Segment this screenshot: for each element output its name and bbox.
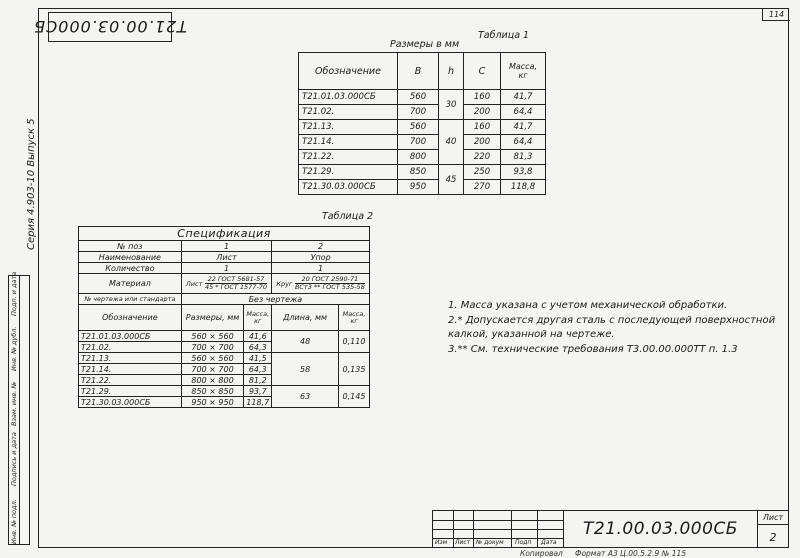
row-code: Т21.22.	[299, 150, 398, 165]
group-mass: 0,110	[339, 331, 370, 353]
table-row	[79, 263, 370, 274]
table-header-row	[299, 53, 546, 90]
table-row	[79, 386, 370, 397]
grid-line	[473, 511, 474, 547]
tb-header: Изм	[435, 539, 448, 546]
specification-table	[78, 226, 370, 408]
row-code: Т21.30.03.000СБ	[299, 180, 398, 195]
row-mass: 118,7	[244, 397, 272, 408]
pos-1: 1	[181, 241, 271, 252]
grid-line	[511, 511, 512, 547]
note-item: 2.* Допускается другая сталь с последующей поверхностной калкой, указанной на чертеже.	[448, 314, 776, 340]
row-mass: 41,6	[244, 331, 272, 342]
strip-label: Подпись и дата	[10, 432, 18, 486]
drawing-label: № чертежа или стандарта	[79, 294, 182, 305]
row-c: 160	[464, 120, 501, 135]
title-block	[432, 510, 789, 548]
material-2-top: 20 ГОСТ 2590-71	[295, 276, 365, 284]
row-size: 700 × 700	[181, 342, 244, 353]
column-header: В	[398, 53, 439, 90]
table1-caption: Таблица 1	[478, 30, 530, 41]
row-code: Т21.13.	[79, 353, 182, 364]
row-code: Т21.01.03.000СБ	[299, 90, 398, 105]
column-header: h	[439, 53, 464, 90]
revision-grid	[433, 511, 563, 547]
name-1: Лист	[181, 252, 271, 263]
row-h: 40	[439, 120, 464, 165]
row-code: Т21.02.	[79, 342, 182, 353]
qty-2: 1	[272, 263, 370, 274]
table-row	[299, 90, 546, 105]
material-1-prefix: Лист	[185, 280, 203, 288]
row-c: 270	[464, 180, 501, 195]
row-b: 700	[398, 135, 439, 150]
series-label: Серия 4.903-10 Выпуск 5	[26, 118, 37, 250]
table-row	[299, 120, 546, 135]
strip-label: Подп. и дата	[10, 271, 18, 316]
row-code: Т21.13.	[299, 120, 398, 135]
sheet-number: 2	[769, 531, 777, 544]
dimensions-table	[298, 52, 546, 195]
material-2-bottom: ВСт3 ** ГОСТ 535-58	[294, 283, 365, 291]
material-2-prefix: Круг	[276, 280, 293, 288]
pos-label: № поз	[79, 241, 182, 252]
row-size: 560 × 560	[181, 331, 244, 342]
row-mass: 118,8	[501, 180, 546, 195]
grid-line	[453, 511, 454, 547]
row-mass: 41,7	[501, 120, 546, 135]
row-c: 250	[464, 165, 501, 180]
group-mass: 0,145	[339, 386, 370, 408]
tb-header: № докум	[476, 539, 504, 546]
row-mass: 64,4	[501, 135, 546, 150]
table-row	[299, 105, 546, 120]
row-mass: 41,7	[501, 90, 546, 105]
tb-header: Лист	[455, 539, 471, 546]
column-header: С	[464, 53, 501, 90]
table-row	[299, 150, 546, 165]
strip-label: Инв. № дубл.	[10, 326, 18, 371]
group-mass: 0,135	[339, 353, 370, 386]
row-size: 850 × 850	[181, 386, 244, 397]
page-number: 114	[762, 8, 790, 21]
row-b: 850	[398, 165, 439, 180]
row-code: Т21.22.	[79, 375, 182, 386]
document-stamp: Т21.00.03.000СБ	[48, 12, 172, 42]
table-row	[299, 180, 546, 195]
bottom-mark: Копировал	[520, 549, 563, 558]
row-c: 200	[464, 105, 501, 120]
note-item: 1. Масса указана с учетом механической обработки.	[448, 300, 728, 311]
row-mass: 41,5	[244, 353, 272, 364]
qty-1: 1	[181, 263, 271, 274]
strip-label: Взам. инв. №	[10, 381, 18, 426]
tb-header: Дата	[541, 539, 557, 546]
table-row	[299, 165, 546, 180]
sheet-box	[757, 511, 788, 547]
qty-label: Количество	[79, 263, 182, 274]
row-mass: 93,7	[244, 386, 272, 397]
group-length: 48	[272, 331, 339, 353]
row-mass: 93,8	[501, 165, 546, 180]
table-row	[79, 331, 370, 342]
row-code: Т21.29.	[79, 386, 182, 397]
column-header: Масса, кг	[501, 53, 546, 90]
table-row	[79, 274, 370, 294]
row-h: 30	[439, 90, 464, 120]
row-b: 700	[398, 105, 439, 120]
table-header-row	[79, 305, 370, 331]
row-c: 160	[464, 90, 501, 105]
document-designation: Т21.00.03.000СБ	[583, 519, 738, 539]
material-1-top: 22 ГОСТ 5681-57	[205, 276, 267, 284]
table-row	[79, 353, 370, 364]
spec-title: Спецификация	[79, 227, 370, 241]
column-header: Размеры, мм	[181, 305, 244, 331]
group-length: 63	[272, 386, 339, 408]
table-row	[299, 135, 546, 150]
column-header: Длина, мм	[272, 305, 339, 331]
material-1	[181, 274, 271, 294]
left-stamp-strip	[8, 271, 30, 545]
grid-line	[563, 511, 564, 547]
table1-units: Размеры в мм	[390, 39, 460, 50]
sheet-label: Лист	[758, 513, 788, 525]
material-1-bottom: 45 * ГОСТ 1577-70	[204, 283, 268, 291]
row-mass: 64,3	[244, 342, 272, 353]
row-code: Т21.14.	[299, 135, 398, 150]
row-b: 560	[398, 120, 439, 135]
row-b: 560	[398, 90, 439, 105]
column-header: Масса, кг	[244, 305, 272, 331]
column-header: Обозначение	[299, 53, 398, 90]
drawing-value: Без чертежа	[181, 294, 369, 305]
row-c: 200	[464, 135, 501, 150]
row-mass: 81,3	[501, 150, 546, 165]
row-b: 950	[398, 180, 439, 195]
row-mass: 64,4	[501, 105, 546, 120]
row-size: 700 × 700	[181, 364, 244, 375]
row-c: 220	[464, 150, 501, 165]
tb-header: Подп	[515, 539, 532, 546]
row-code: Т21.14.	[79, 364, 182, 375]
name-label: Наименование	[79, 252, 182, 263]
material-1-fraction	[205, 276, 267, 291]
material-2	[272, 274, 370, 294]
row-mass: 81,2	[244, 375, 272, 386]
pos-2: 2	[272, 241, 370, 252]
table-row	[79, 241, 370, 252]
material-label: Материал	[79, 274, 182, 294]
row-size: 950 × 950	[181, 397, 244, 408]
bottom-mark: Ц.00.5.2.9 № 115	[620, 549, 687, 558]
table-row	[79, 294, 370, 305]
column-header: Масса, кг	[339, 305, 370, 331]
row-b: 800	[398, 150, 439, 165]
group-length: 58	[272, 353, 339, 386]
name-2: Упор	[272, 252, 370, 263]
note-item: 3.** См. технические требования Т3.00.00.000ТТ п. 1.3	[448, 343, 738, 355]
material-2-fraction	[295, 276, 365, 291]
row-code: Т21.01.03.000СБ	[79, 331, 182, 342]
row-size: 560 × 560	[181, 353, 244, 364]
row-code: Т21.29.	[299, 165, 398, 180]
strip-label: Инв. № подл.	[10, 499, 18, 544]
row-size: 800 × 800	[181, 375, 244, 386]
row-code: Т21.30.03.000СБ	[79, 397, 182, 408]
table2-caption: Таблица 2	[322, 211, 374, 222]
bottom-mark: Формат А3	[575, 549, 618, 558]
column-header: Обозначение	[79, 305, 182, 331]
notes-block	[448, 299, 778, 357]
grid-line	[537, 511, 538, 547]
row-code: Т21.02.	[299, 105, 398, 120]
row-h: 45	[439, 165, 464, 195]
row-mass: 64,3	[244, 364, 272, 375]
table-row	[79, 227, 370, 241]
table-row	[79, 252, 370, 263]
